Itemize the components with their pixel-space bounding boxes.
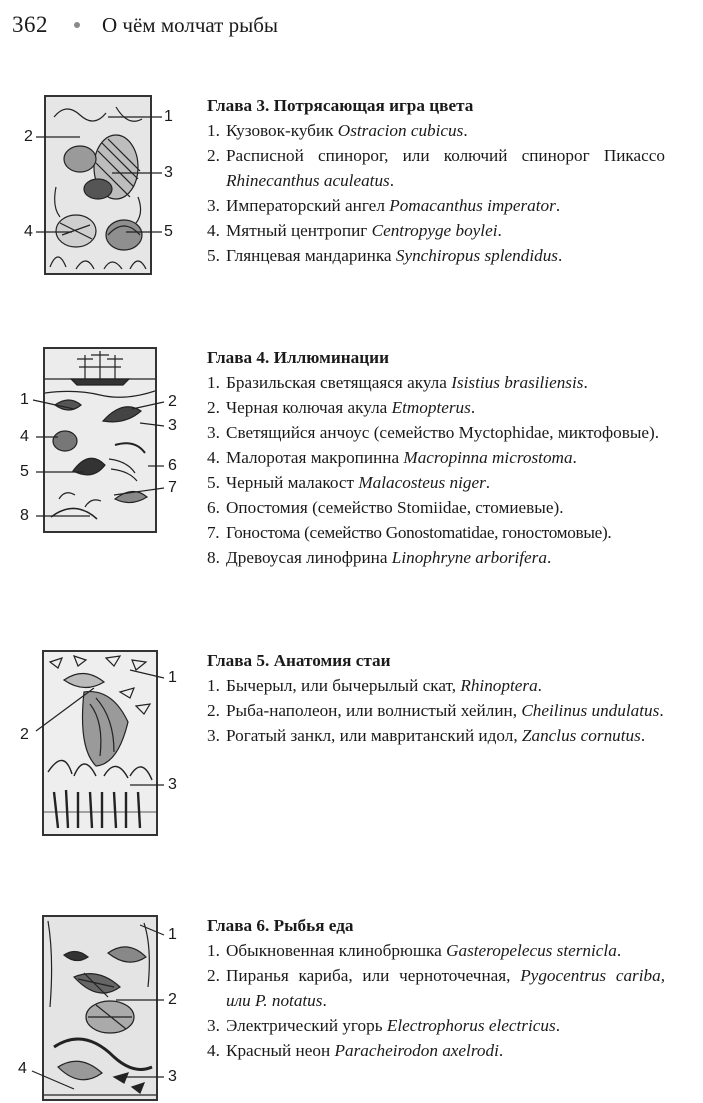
callout-8: 8 bbox=[20, 507, 29, 524]
callout-1: 1 bbox=[20, 391, 29, 408]
list-item: 4. Малоротая макропинна Macropinna microstoma. bbox=[207, 448, 577, 467]
page-header bbox=[12, 12, 278, 38]
list-item: 3. Рогатый занкл, или мавританский идол, Zanclus cornutus. bbox=[207, 726, 646, 745]
header-dot-separator bbox=[74, 22, 80, 28]
species-list bbox=[207, 673, 665, 748]
chapter-6-illustration bbox=[0, 913, 200, 1103]
chapter-title: Глава 5. Анатомия стаи bbox=[207, 651, 391, 670]
callout-5: 5 bbox=[164, 223, 173, 240]
chapter-title: Глава 6. Рыбья еда bbox=[207, 916, 354, 935]
list-item: 3. Императорский ангел Pomacanthus imperator. bbox=[207, 196, 561, 215]
book-title: О чём молчат рыбы bbox=[102, 13, 278, 37]
callout-3: 3 bbox=[164, 164, 173, 181]
callout-4: 4 bbox=[20, 428, 29, 445]
callout-5: 5 bbox=[20, 463, 29, 480]
chapter-title: Глава 3. Потрясающая игра цвета bbox=[207, 96, 474, 115]
species-list bbox=[207, 938, 665, 1063]
chapter-4-illustration bbox=[0, 345, 200, 540]
callout-2: 2 bbox=[20, 726, 29, 743]
list-item: 2. Пиранья кариба, или черноточечная, Pygocentrus cariba, или P. notatus. bbox=[207, 966, 665, 1010]
callout-7: 7 bbox=[168, 479, 177, 496]
list-item: 1. Бычерыл, или бычерылый скат, Rhinoptera. bbox=[207, 676, 542, 695]
chapter-4-leader-lines bbox=[0, 345, 200, 540]
callout-1: 1 bbox=[168, 669, 177, 686]
list-item: 1. Кузовок-кубик Ostracion cubicus. bbox=[207, 121, 468, 140]
list-item: 2. Расписной спинорог, или колючий спинорог Пикассо Rhinecanthus aculeatus. bbox=[207, 146, 665, 190]
list-item: 1. Бразильская светящаяся акула Isistius brasiliensis. bbox=[207, 373, 588, 392]
list-item: 4. Красный неон Paracheirodon axelrodi. bbox=[207, 1041, 504, 1060]
chapter-title: Глава 4. Иллюминации bbox=[207, 348, 389, 367]
callout-3: 3 bbox=[168, 1068, 177, 1085]
callout-4: 4 bbox=[18, 1060, 27, 1077]
callout-3: 3 bbox=[168, 417, 177, 434]
callout-1: 1 bbox=[168, 926, 177, 943]
chapter-3-text bbox=[207, 93, 665, 268]
callout-2: 2 bbox=[168, 393, 177, 410]
callout-3: 3 bbox=[168, 776, 177, 793]
chapter-6-text bbox=[207, 913, 665, 1063]
callout-4: 4 bbox=[24, 223, 33, 240]
species-list bbox=[207, 118, 665, 268]
chapter-3-illustration bbox=[0, 93, 200, 283]
list-item: 4. Мятный центропиг Centropyge boylei. bbox=[207, 221, 502, 240]
page-number: 362 bbox=[12, 12, 48, 37]
list-item: 5. Черный малакост Malacosteus niger. bbox=[207, 473, 491, 492]
list-item: 2. Черная колючая акула Etmopterus. bbox=[207, 398, 476, 417]
callout-2: 2 bbox=[168, 991, 177, 1008]
callout-6: 6 bbox=[168, 457, 177, 474]
chapter-5-text bbox=[207, 648, 665, 748]
list-item: 3. Светящийся анчоус (семейство Myctophidae, миктофовые). bbox=[207, 423, 660, 442]
species-list bbox=[207, 370, 665, 570]
list-item: 3. Электрический угорь Electrophorus electricus. bbox=[207, 1016, 560, 1035]
list-item: 7. Гоностома (семейство Gonostomatidae, гоностомовые). bbox=[207, 523, 612, 542]
chapter-5-illustration bbox=[0, 648, 200, 843]
list-item: 2. Рыба-наполеон, или волнистый хейлин, Cheilinus undulatus. bbox=[207, 701, 664, 720]
chapter-4-text bbox=[207, 345, 665, 570]
callout-2: 2 bbox=[24, 128, 33, 145]
list-item: 8. Древоусая линофрина Linophryne arborifera. bbox=[207, 548, 552, 567]
list-item: 5. Глянцевая мандаринка Synchiropus splendidus. bbox=[207, 246, 563, 265]
list-item: 1. Обыкновенная клинобрюшка Gasteropelecus sternicla. bbox=[207, 941, 622, 960]
callout-1: 1 bbox=[164, 108, 173, 125]
list-item: 6. Опостомия (семейство Stomiidae, стомиевые). bbox=[207, 498, 564, 517]
